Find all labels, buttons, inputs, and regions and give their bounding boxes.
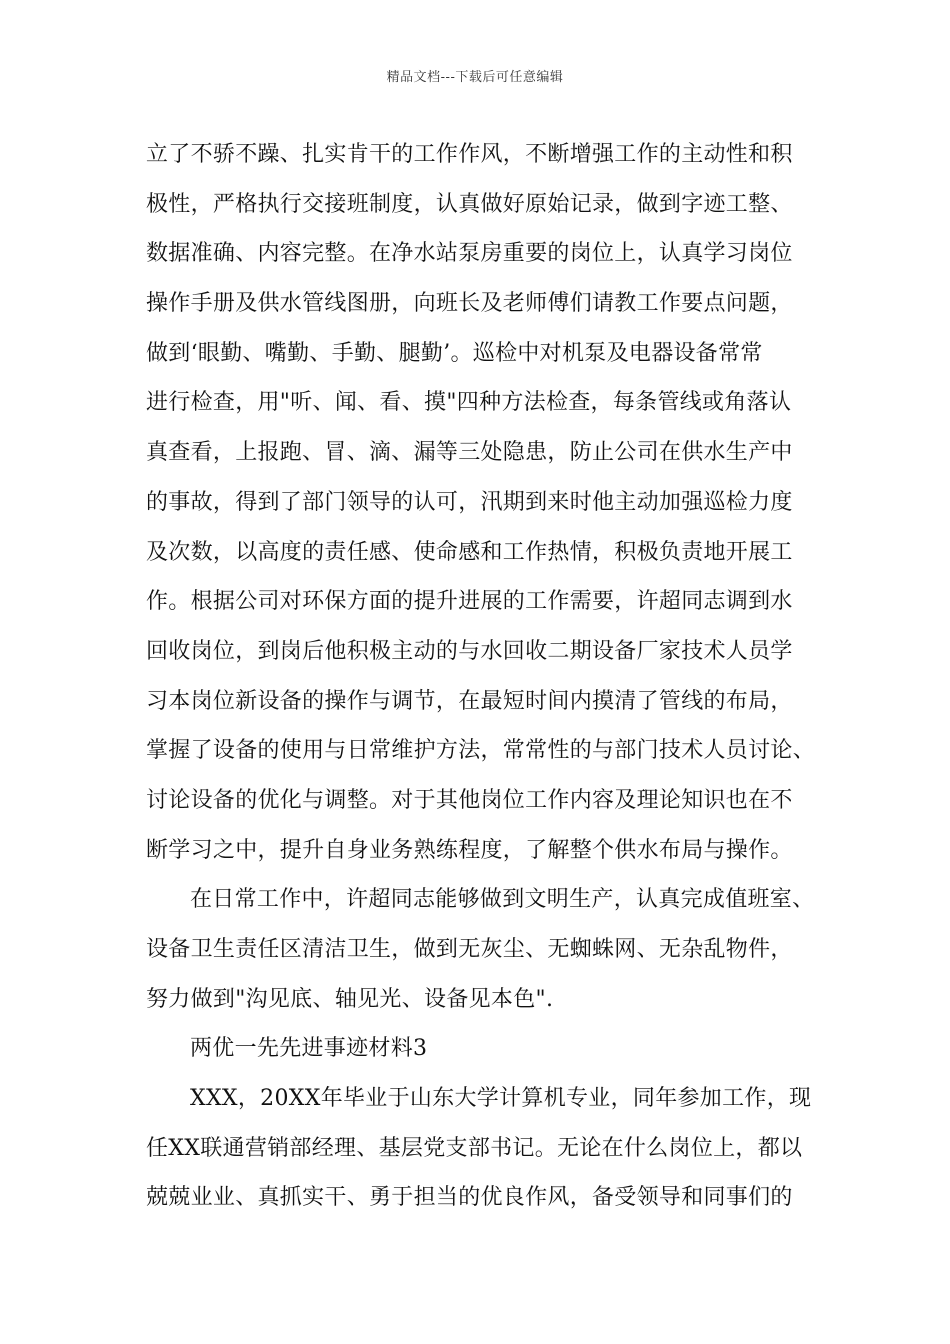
section-heading	[146, 1024, 816, 1074]
text-line: 立了不骄不躁、扎实肯干的工作作风，不断增强工作的主动性和积	[146, 142, 793, 167]
paragraph-2	[146, 875, 816, 1024]
text-line: 的事故，得到了部门领导的认可，汛期到来时他主动加强巡检力度	[146, 489, 793, 515]
page-header: 精品文档---下载后可任意编辑	[386, 70, 564, 85]
text-line: 掌握了设备的使用与日常维护方法，常常性的与部门技术人员讨论、	[146, 738, 816, 764]
text-line: 回收岗位，到岗后他积极主动的与水回收二期设备厂家技术人员学	[146, 638, 793, 664]
paragraph-1	[146, 130, 816, 875]
text-line: 真查看，上报跑、冒、滴、漏等三处隐患，防止公司在供水生产中	[146, 440, 793, 466]
text-line: 习本岗位新设备的操作与调节，在最短时间内摸清了管线的布局，	[146, 688, 793, 714]
text-line: 进行检查，用"听、闻、看、摸"四种方法检查，每条管线或角落认	[146, 390, 792, 416]
text-line: 作。根据公司对环保方面的提升进展的工作需要，许超同志调到水	[146, 589, 793, 615]
heading-line: 两优一先先进事迹材料3	[190, 1036, 428, 1062]
text-line: 数据准确、内容完整。在净水站泵房重要的岗位上，认真学习岗位	[146, 241, 793, 267]
text-line: 设备卫生责任区清洁卫生，做到无灰尘、无蜘蛛网、无杂乱物件，	[146, 937, 793, 962]
text-line: 操作手册及供水管线图册，向班长及老师傅们请教工作要点问题，	[146, 291, 793, 317]
text-line: 任XX联通营销部经理、基层党支部书记。无论在什么岗位上，都以	[146, 1135, 803, 1161]
document-body	[146, 130, 816, 1223]
text-line: 讨论设备的优化与调整。对于其他岗位工作内容及理论知识也在不	[146, 787, 793, 813]
text-line: 断学习之中，提升自身业务熟练程度，了解整个供水布局与操作。	[146, 837, 793, 863]
text-line: 做到‘眼勤、嘴勤、手勤、腿勤’。巡检中对机泵及电器设备常常	[146, 340, 763, 366]
text-line: 及次数，以高度的责任感、使命感和工作热情，积极负责地开展工	[146, 539, 793, 565]
text-line: 努力做到"沟见底、轴见光、设备见本色".	[146, 986, 554, 1012]
text-line: XXX，20XX年毕业于山东大学计算机专业，同年参加工作，现	[190, 1086, 812, 1112]
text-line: 极性，严格执行交接班制度，认真做好原始记录，做到字迹工整、	[146, 191, 793, 217]
text-line: 在日常工作中，许超同志能够做到文明生产，认真完成值班室、	[190, 887, 815, 913]
paragraph-3	[146, 1074, 816, 1223]
text-line: 兢兢业业、真抓实干、勇于担当的优良作风，备受领导和同事们的	[146, 1185, 793, 1211]
